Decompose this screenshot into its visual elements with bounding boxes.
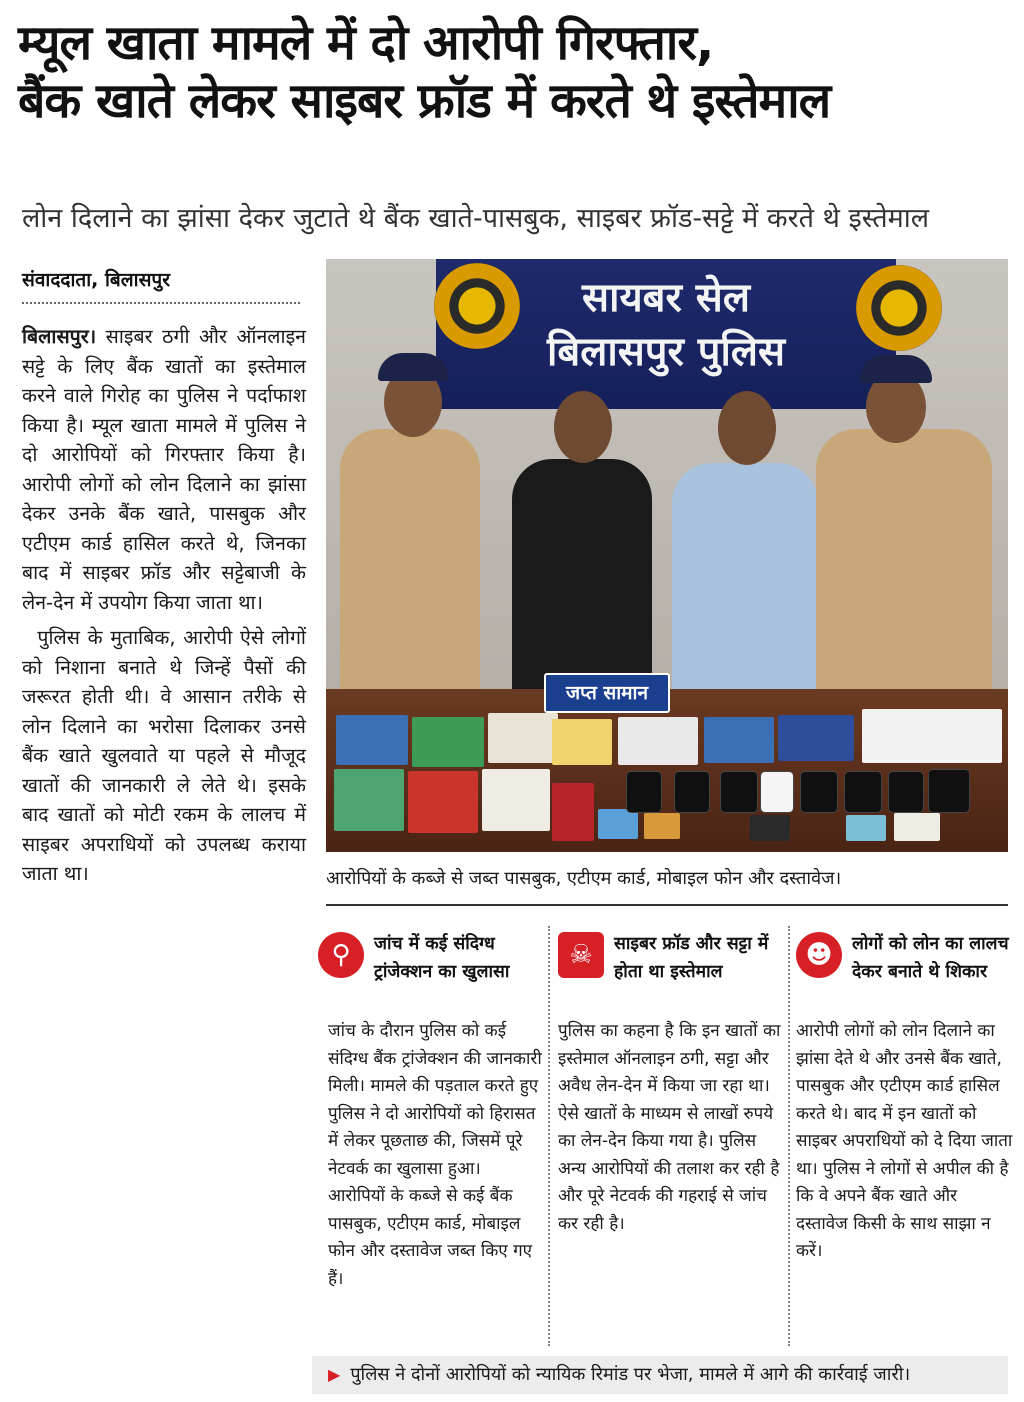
byline: संवाददाता, बिलासपुर <box>22 266 300 304</box>
mobile-phone <box>928 769 970 813</box>
officer-left-cap <box>378 353 448 381</box>
column-divider <box>548 926 550 1346</box>
mobile-phone <box>844 771 882 813</box>
banner-line-2: बिलासपुर पुलिस <box>547 329 785 375</box>
passbook <box>704 717 774 763</box>
passbook <box>552 719 612 765</box>
headline <box>18 14 1008 130</box>
atm-card <box>598 809 638 839</box>
mobile-phone <box>888 771 924 813</box>
article-paragraph-1: बिलासपुर। साइबर ठगी और ऑनलाइन सट्टे के लिए बैंक खातों का इस्तेमाल करने वाले गिरोह का पुलिस ने पर्दाफाश किया है। म्यूल खाता मामले में पुलिस ने दो आरोपियों को गिरफ्तार किया है। आरोपी लोगों को लोन दिलाने का झांसा देकर उनके बैंक खाते, पासबुक और एटीएम कार्ड हासिल करते थे, जिनका बाद में साइबर फ्रॉड और सट्टेबाजी के लेन-देन में उपयोग किया जाता था। <box>22 325 306 614</box>
mobile-phone <box>800 771 838 813</box>
info-box-text: आरोपी लोगों को लोन दिलाने का झांसा देते थे और उनसे बैंक खाते, पासबुक और एटीएम कार्ड हासिल करते थे। बाद में इन खातों को साइबर अपराधियों को दे दिया जाता था। पुलिस ने लोगों से अपील की है कि वे अपने बैंक खाते और दस्तावेज किसी के साथ साझा न करें। <box>796 1021 1013 1261</box>
people-icon: ☻ <box>796 932 842 978</box>
main-article-column <box>22 322 306 895</box>
subheadline: लोन दिलाने का झांसा देकर जुटाते थे बैंक खाते-पासबुक, साइबर फ्रॉड-सट्टे में करते थे इस्तेमाल <box>22 203 930 234</box>
column-divider <box>788 926 790 1346</box>
accused-2-head <box>718 391 776 465</box>
passbook <box>408 771 478 833</box>
documents-stack <box>862 709 1002 763</box>
mobile-phone <box>674 771 710 813</box>
atm-card <box>894 813 940 841</box>
passbook <box>412 717 484 767</box>
atm-card <box>846 815 886 841</box>
atm-card <box>644 813 680 839</box>
photo-caption: आरोपियों के कब्जे से जब्त पासबुक, एटीएम कार्ड, मोबाइल फोन और दस्तावेज। <box>326 866 1008 906</box>
info-box-header <box>318 926 542 998</box>
document <box>618 717 698 765</box>
passbook <box>488 713 558 763</box>
mobile-phone <box>720 771 758 813</box>
info-box-header <box>796 926 1014 998</box>
passbook <box>336 715 408 765</box>
accused-blue-shirt <box>672 463 818 713</box>
atm-cards <box>552 783 594 841</box>
officer-right <box>816 429 992 729</box>
info-box-header <box>558 926 782 998</box>
seized-items-label: जप्त सामान <box>544 673 670 713</box>
info-box-title: साइबर फ्रॉड और सट्टा में होता था इस्तेमाल <box>614 934 769 982</box>
mobile-phone <box>760 771 794 813</box>
info-box-investigation <box>318 926 542 1293</box>
officer-left <box>340 429 480 729</box>
info-box-text: जांच के दौरान पुलिस को कई संदिग्ध बैंक ट्रांजेक्शन की जानकारी मिली। मामले की पड़ताल करते हुए पुलिस ने दो आरोपियों को हिरासत में लेकर पूछताछ की, जिसमें पूरे नेटवर्क का खुलासा हुआ। आरोपियों के कब्जे से कई बैंक पासबुक, एटीएम कार्ड, मोबाइल फोन और दस्तावेज जब्त किए गए हैं। <box>328 1021 542 1289</box>
news-photo <box>326 259 1008 852</box>
headline-line-1: म्यूल खाता मामले में दो आरोपी गिरफ्तार, <box>18 15 714 71</box>
info-box-text: पुलिस का कहना है कि इन खातों का इस्तेमाल ऑनलाइन ठगी, सट्टा और अवैध लेन-देन में किया जा रहा था। ऐसे खातों के माध्यम से लाखों रुपये का लेन-देन किया गया है। पुलिस अन्य आरोपियों की तलाश कर रही है और पूरे नेटवर्क की गहराई से जांच कर रही है। <box>558 1021 781 1234</box>
info-box-fraud-usage <box>558 926 782 1238</box>
officer-right-cap <box>860 355 932 383</box>
atm-card <box>750 815 790 841</box>
banner-line-1: सायबर सेल <box>582 275 750 321</box>
mobile-phone <box>626 771 662 813</box>
seized-items-table <box>326 689 1008 852</box>
police-emblem-right-icon <box>856 265 942 351</box>
police-emblem-left-icon <box>434 263 520 349</box>
passbook <box>482 769 550 831</box>
dateline: बिलासपुर। <box>22 325 97 348</box>
info-box-title: लोगों को लोन का लालच देकर बनाते थे शिकार <box>852 934 1009 982</box>
triangle-arrow-icon: ▶ <box>328 1365 341 1384</box>
passbook <box>778 715 854 761</box>
info-box-title: जांच में कई संदिग्ध ट्रांजेक्शन का खुलासा <box>374 934 510 982</box>
footer-text: पुलिस ने दोनों आरोपियों को न्यायिक रिमांड पर भेजा, मामले में आगे की कार्रवाई जारी। <box>350 1364 911 1385</box>
magnifier-icon: ⚲ <box>318 932 364 978</box>
monitor-skull-icon: ☠ <box>558 932 604 978</box>
info-box-loan-lure <box>796 926 1014 1266</box>
headline-line-2: बैंक खाते लेकर साइबर फ्रॉड में करते थे इस्तेमाल <box>18 73 831 129</box>
accused-black-shirt <box>512 459 652 709</box>
passbook <box>334 769 404 831</box>
accused-1-head <box>554 391 612 463</box>
footer-note <box>312 1356 1008 1394</box>
article-paragraph-2: पुलिस के मुताबिक, आरोपी ऐसे लोगों को निशाना बनाते थे जिन्हें पैसों की जरूरत होती थी। वे आसान तरीके से लोन दिलाने का भरोसा दिलाकर उनसे बैंक खाते खुलवाते या पहले से मौजूद खातों की जानकारी ले लेते थे। इसके बाद खातों को मोटी रकम के लालच में साइबर अपराधियों को उपलब्ध कराया जाता था। <box>22 626 306 885</box>
